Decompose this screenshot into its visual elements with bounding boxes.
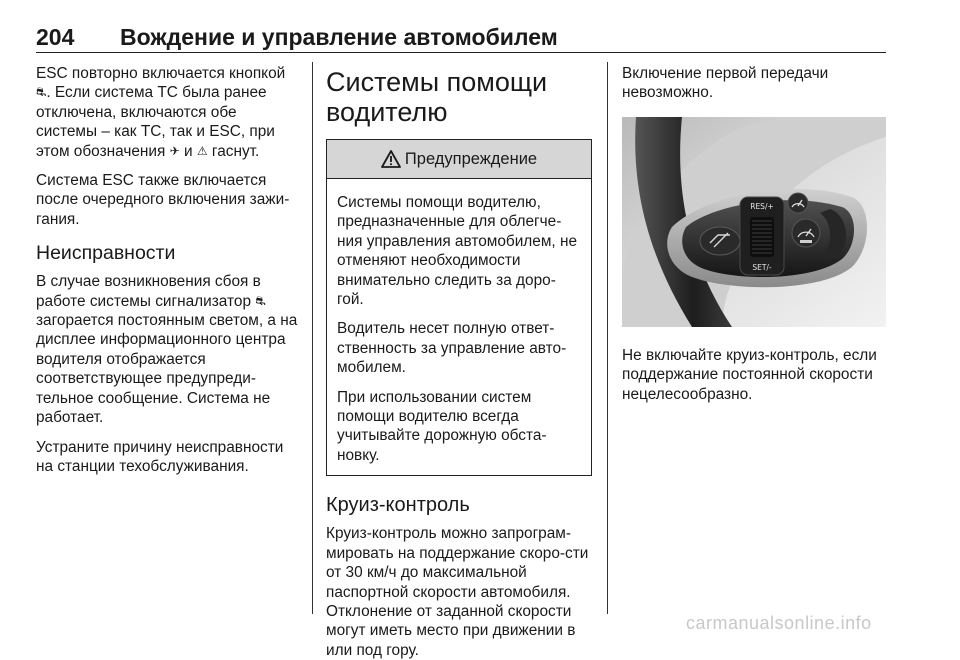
column-2 [326,64,592,660]
text-fragment: . Если система TC была ранее отключена, включаются обе системы – как TC, так и ESC, при этом обозначения [36,84,275,160]
warning-paragraph: Водитель несет полную ответ-ственность за управление авто-мобилем. [337,320,567,377]
set-minus-label: SET/- [752,262,772,272]
esc-ignition-paragraph: Система ESC также включается после очередного включения зажи-гания. [36,172,290,228]
section-heading-driver-assist: Системы помощи водителю [326,67,548,127]
steering-wheel-cruise-photo [622,117,886,327]
page-number: 204 [36,24,75,50]
header-rule [36,52,886,53]
column-3 [622,64,886,404]
cruise-control-paragraph: Круиз-контроль можно запрограм-мировать на поддержание скоро-сти от 30 км/ч до максимальной паспортной скорости автомобиля. Отклонение от заданной скорости могут иметь место при движении в или под гору. [326,525,589,659]
warning-paragraph: При использовании систем помощи водителю всегда учитывайте дорожную обста-новку. [337,388,547,464]
column-divider-1 [312,62,313,614]
warning-title: Предупреждение [404,149,538,168]
text-fragment: гаснут. [211,142,260,160]
faults-heading: Неисправности [36,242,176,265]
cruise-control-heading: Круиз-контроль [326,494,470,517]
esc-off-icon: ⚠ [196,143,208,158]
column-1 [36,64,300,476]
text-fragment: ESC повторно включается кнопкой [36,65,286,82]
column-divider-2 [607,62,608,614]
tc-off-icon: ✈ [169,143,180,158]
service-paragraph: Устраните причину неисправности на станции техобслуживания. [36,438,284,475]
faults-paragraph [36,272,300,427]
warning-triangle-icon [381,150,401,168]
text-fragment: и [183,142,193,160]
esc-off-car-icon: ⛐ [36,85,47,100]
esc-off-car-icon: ⛐ [255,293,266,308]
warning-paragraph: Системы помощи водителю, предназначенные для облегче-ния управления автомобилем, не отменяют необходимости внимательно следить за доро-гой. [337,194,578,309]
first-gear-paragraph: Включение первой передачи невозможно. [622,65,829,102]
watermark: carmanualsonline.info [686,613,872,633]
text-fragment: загорается постоянным светом, а на дисплее информационного центра водителя отображается соответствующее предупреди-тельное сообщение. Система не работает. [36,312,298,427]
esc-reactivate-paragraph [36,64,300,161]
res-plus-label: RES/+ [750,201,774,211]
cruise-warning-paragraph: Не включайте круиз-контроль, если поддержание постоянной скорости нецелесообразно. [622,346,877,403]
chapter-title: Вождение и управление автомобилем [120,24,558,50]
warning-header [327,140,591,179]
warning-box [326,139,592,476]
text-fragment: В случае возникновения сбоя в работе системы сигнализатор [36,273,261,310]
warning-body [327,179,591,475]
page-header [36,24,886,54]
